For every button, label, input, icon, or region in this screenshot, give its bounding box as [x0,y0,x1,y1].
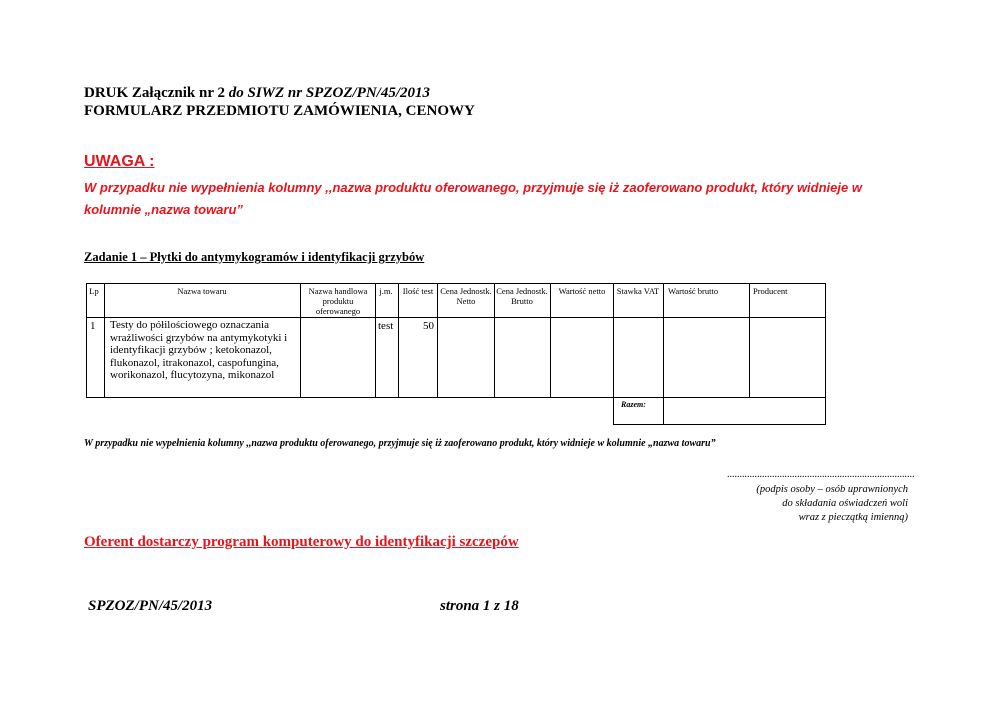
table-vline [613,283,614,425]
footnote: W przypadku nie wypełnienia kolumny ,,nazwa produktu oferowanego, przyjmuje się iż zaoferowano produkt, który widnieje w kolumnie „nazwa towaru” [84,438,716,449]
table-vline [104,283,105,398]
col-header-gross-unit-price: Cena Jednostk. Brutto [496,286,548,306]
attachment-title [84,85,430,102]
attachment-title-italic: do SIWZ nr SPZOZ/PN/45/2013 [228,85,431,101]
signature-line: ........................................................................... [727,469,915,480]
table-header-divider [86,317,825,318]
signature-caption-1: (podpis osoby – osób uprawnionych [756,484,908,495]
row-product-name: Testy do półilościowego oznaczania wrażliwości grzybów na antymykotyki i identyfikacji grzybów ; ketokonazol, flukonazol, itrakonazol, caspofungina, worikonazol, flucytozyna, mikonazol [110,319,288,382]
row-quantity: 50 [423,320,434,332]
col-header-trade-name: Nazwa handlowa produktu oferowanego [308,286,368,316]
col-header-unit: j.m. [379,286,393,296]
offer-note: Oferent dostarczy program komputerowy do identyfikacji szczepów [84,534,519,550]
table-border-top [86,283,825,284]
table-vline [398,283,399,398]
table-row-divider [86,397,825,398]
col-header-net-unit-price: Cena Jednostk. Netto [440,286,492,306]
footer-page-number: strona 1 z 18 [440,598,519,614]
table-vline [825,283,826,425]
col-header-producer: Producent [753,286,788,296]
form-title: FORMULARZ PRZEDMIOTU ZAMÓWIENIA, CENOWY [84,103,475,119]
col-header-lp: Lp [89,286,99,296]
table-vline [300,283,301,398]
warning-text: W przypadku nie wypełnienia kolumny ,,nazwa produktu oferowanego, przyjmuje się iż zaoferowano produkt, który widnieje w kolumnie „nazwa towaru” [84,180,862,217]
table-vline [749,283,750,398]
col-header-gross-value: Wartość brutto [668,286,719,296]
task-title: Zadanie 1 – Płytki do antymykogramów i identyfikacji grzybów [84,250,425,264]
table-vline [663,283,664,425]
row-lp: 1 [90,320,96,332]
table-vline [437,283,438,398]
table-vline [86,283,87,398]
table-vline [550,283,551,398]
footer-reference: SPZOZ/PN/45/2013 [88,598,213,614]
signature-caption-2: do składania oświadczeń woli [782,498,908,509]
table-total-bottom [613,424,825,425]
col-header-quantity: Ilość test [402,286,434,296]
col-header-net-value: Wartość netto [558,286,606,296]
signature-caption-3: wraz z pieczątką imienną) [798,512,908,523]
col-header-vat-rate: Stawka VAT [616,286,660,296]
attachment-title-bold: DRUK Załącznik nr 2 [84,85,229,101]
col-header-product-name: Nazwa towaru [177,286,227,296]
warning-title: UWAGA : [84,153,155,170]
table-vline [494,283,495,398]
table-vline [375,283,376,398]
total-label: Razem: [621,400,646,409]
row-unit: test [378,320,394,332]
